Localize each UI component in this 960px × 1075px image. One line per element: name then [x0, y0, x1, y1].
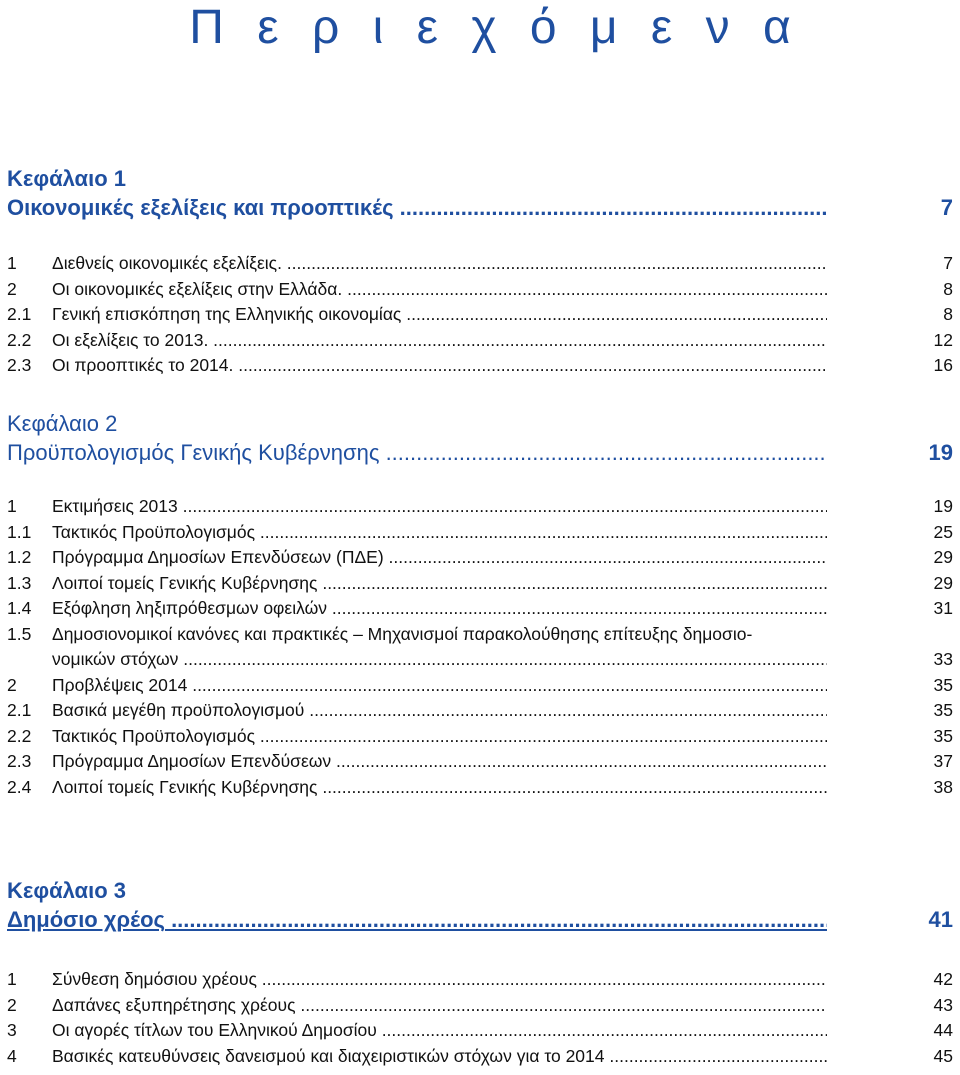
- entry-page-number: 33: [933, 649, 953, 669]
- entry-text: Διεθνείς οικονομικές εξελίξεις. .....: [52, 251, 827, 277]
- entry-number: 1.4: [7, 598, 32, 618]
- entry-text: Λοιποί τομείς Γενικής Κυβέρνησης .....: [52, 571, 827, 597]
- entry-page-number: 8: [943, 304, 953, 324]
- entry-page-number: 16: [933, 355, 953, 375]
- chapter-title: Προϋπολογισμός Γενικής Κυβέρνησης .....: [7, 438, 827, 468]
- toc-entry[interactable]: [7, 993, 953, 1019]
- chapter-page-number: 19: [928, 440, 953, 465]
- toc-entry[interactable]: [7, 596, 953, 622]
- entry-page-number: 37: [933, 751, 953, 771]
- entry-page-number: 42: [933, 969, 953, 989]
- chapter-label: Κεφάλαιο 3: [7, 878, 126, 903]
- entry-text: Δαπάνες εξυπηρέτησης χρέους .....: [52, 993, 827, 1019]
- entry-page-number: 35: [933, 674, 953, 695]
- toc-entry[interactable]: [7, 1018, 953, 1044]
- chapter-title-row[interactable]: [7, 905, 953, 935]
- entry-text: Οι αγορές τίτλων του Ελληνικού Δημοσίου .....: [52, 1018, 827, 1044]
- chapter-label: Κεφάλαιο 2: [7, 411, 118, 436]
- entry-text: Εκτιμήσεις 2013 .....: [52, 494, 827, 520]
- chapter-title-row[interactable]: [7, 193, 953, 223]
- entry-text: Λοιποί τομείς Γενικής Κυβέρνησης .....: [52, 775, 827, 801]
- entry-text: Γενική επισκόπηση της Ελληνικής οικονομίας .....: [52, 302, 827, 328]
- toc-entry[interactable]: [7, 353, 953, 379]
- chapter-1-heading: [7, 165, 953, 223]
- entry-page-number: 8: [943, 278, 953, 299]
- chapter-title: Οικονομικές εξελίξεις και προοπτικές .....: [7, 193, 827, 223]
- entry-number: 1: [7, 969, 17, 989]
- entry-text: Οι εξελίξεις το 2013. .....: [52, 328, 827, 354]
- toc-entry[interactable]: [7, 251, 953, 277]
- chapter-2-heading: [7, 410, 953, 468]
- entry-page-number: 25: [933, 521, 953, 542]
- entry-text: Εξόφληση ληξιπρόθεσμων οφειλών .....: [52, 596, 827, 622]
- entry-number: 2.1: [7, 304, 32, 324]
- entry-number: 1.5: [7, 623, 32, 644]
- entry-number: 1.1: [7, 521, 32, 542]
- entry-page-number: 31: [933, 598, 953, 618]
- chapter-title-row[interactable]: [7, 438, 953, 468]
- chapter-1-entries: [7, 251, 953, 379]
- entry-number: 1: [7, 253, 17, 273]
- entry-number: 2.2: [7, 725, 32, 746]
- entry-text: Οι προοπτικές το 2014. .....: [52, 353, 827, 379]
- entry-text: Βασικά μεγέθη προϋπολογισμού .....: [52, 698, 827, 724]
- toc-entry[interactable]: [7, 775, 953, 801]
- chapter-title: Δημόσιο χρέος .....: [7, 905, 827, 935]
- entry-page-number: 35: [933, 725, 953, 746]
- entry-text: Πρόγραμμα Δημοσίων Επενδύσεων (ΠΔΕ) .....: [52, 545, 827, 571]
- entry-number: 2.4: [7, 776, 32, 797]
- toc-entry[interactable]: [7, 571, 953, 597]
- entry-text: Οι οικονομικές εξελίξεις στην Ελλάδα. .....: [52, 277, 827, 303]
- toc-entry[interactable]: [7, 302, 953, 328]
- entry-number: 1: [7, 496, 17, 516]
- chapter-label: Κεφάλαιο 1: [7, 166, 126, 191]
- toc-entry[interactable]: [7, 1044, 953, 1070]
- chapter-page-number: 41: [928, 907, 953, 932]
- entry-text: Σύνθεση δημόσιου χρέους .....: [52, 967, 827, 993]
- entry-page-number: 35: [933, 700, 953, 720]
- entry-page-number: 43: [933, 994, 953, 1015]
- entry-number: 2: [7, 994, 17, 1015]
- entry-number: 2.3: [7, 751, 32, 771]
- entry-page-number: 7: [943, 253, 953, 273]
- entry-page-number: 29: [933, 572, 953, 593]
- toc-entry[interactable]: [7, 749, 953, 775]
- entry-page-number: 29: [933, 547, 953, 567]
- toc-entry[interactable]: [7, 673, 953, 699]
- entry-text: Τακτικός Προϋπολογισμός .....: [52, 520, 827, 546]
- entry-number: 4: [7, 1045, 17, 1066]
- entry-number: 1.2: [7, 547, 32, 567]
- toc-entry[interactable]: [7, 545, 953, 571]
- toc-entry-continuation[interactable]: [7, 647, 953, 673]
- chapter-page-number: 7: [940, 195, 953, 220]
- entry-number: 2.1: [7, 700, 32, 720]
- page-title: Π ε ρ ι ε χ ό μ ε ν α: [189, 1, 801, 54]
- toc-entry[interactable]: [7, 724, 953, 750]
- entry-page-number: 19: [933, 496, 953, 516]
- entry-text: νομικών στόχων .....: [52, 647, 827, 673]
- entry-page-number: 44: [933, 1020, 953, 1040]
- chapter-3-entries: [7, 967, 953, 1069]
- toc-entry[interactable]: [7, 520, 953, 546]
- chapter-2-entries: [7, 494, 953, 800]
- toc-entry[interactable]: [7, 622, 953, 648]
- entry-number: 3: [7, 1020, 17, 1040]
- toc-entry[interactable]: [7, 277, 953, 303]
- chapter-3-heading: [7, 877, 953, 935]
- entry-text: Τακτικός Προϋπολογισμός .....: [52, 724, 827, 750]
- toc-entry[interactable]: [7, 494, 953, 520]
- toc-entry[interactable]: [7, 698, 953, 724]
- entry-text: Βασικές κατευθύνσεις δανεισμού και διαχειριστικών στόχων για το 2014 .....: [52, 1044, 827, 1070]
- entry-page-number: 12: [933, 329, 953, 350]
- entry-text: Πρόγραμμα Δημοσίων Επενδύσεων .....: [52, 749, 827, 775]
- entry-number: 1.3: [7, 572, 32, 593]
- toc-entry[interactable]: [7, 967, 953, 993]
- entry-number: 2.3: [7, 355, 32, 375]
- entry-text: Δημοσιονομικοί κανόνες και πρακτικές – Μηχανισμοί παρακολούθησης επίτευξης δημοσιο-: [52, 623, 753, 644]
- entry-text: Προβλέψεις 2014 .....: [52, 673, 827, 699]
- entry-number: 2: [7, 278, 17, 299]
- entry-number: 2.2: [7, 329, 32, 350]
- entry-page-number: 38: [933, 776, 953, 797]
- entry-number: 2: [7, 674, 17, 695]
- entry-page-number: 45: [933, 1045, 953, 1066]
- toc-entry[interactable]: [7, 328, 953, 354]
